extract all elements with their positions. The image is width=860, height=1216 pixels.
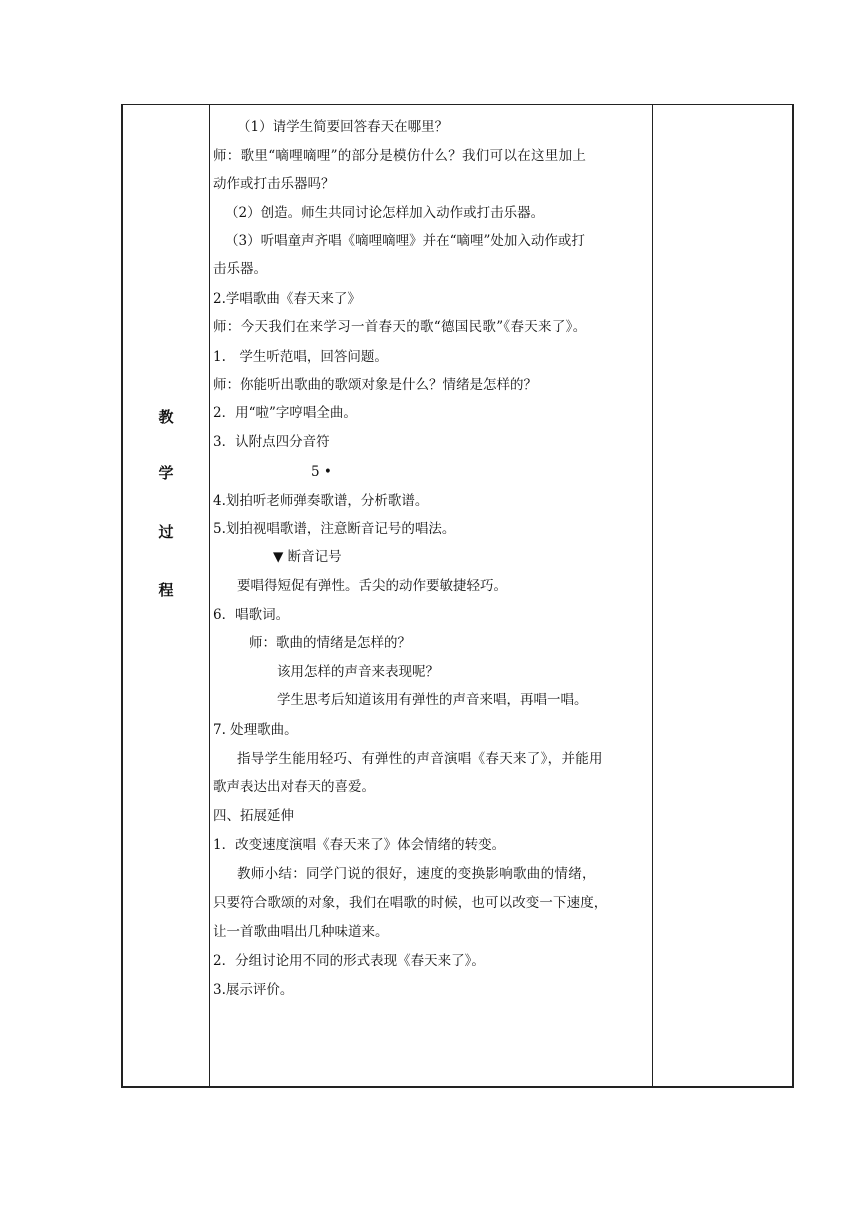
section-label-char: 程 bbox=[158, 581, 174, 599]
content-line: 5.划拍视唱歌谱，注意断音记号的唱法。 bbox=[213, 521, 456, 537]
content-line: 师：今天我们在来学习一首春天的歌“德国民歌”《春天来了》。 bbox=[213, 319, 587, 335]
content-line: （3）听唱童声齐唱《嘀哩嘀哩》并在“嘀哩”处加入动作或打 bbox=[225, 233, 585, 249]
column-divider-right bbox=[652, 105, 653, 1086]
content-line: 四、拓展延伸 bbox=[213, 808, 294, 824]
content-line: 1．改变速度演唱《春天来了》体会情绪的转变。 bbox=[213, 837, 506, 853]
content-line: 2.学唱歌曲《春天来了》 bbox=[213, 291, 361, 307]
content-line: （1）请学生简要回答春天在哪里？ bbox=[237, 119, 449, 135]
content-line: 教师小结：同学门说的很好，速度的变换影响歌曲的情绪， bbox=[237, 866, 596, 882]
content-line: 3．认附点四分音符 bbox=[213, 434, 330, 450]
dotted-note: 5 • bbox=[311, 464, 332, 480]
content-line: 师：歌里“嘀哩嘀哩”的部分是模仿什么？我们可以在这里加上 bbox=[213, 148, 587, 164]
section-label-char: 学 bbox=[158, 464, 174, 482]
staccato-mark-label: ▼ 断音记号 bbox=[273, 549, 342, 565]
content-line: 指导学生能用轻巧、有弹性的声音演唱《春天来了》，并能用 bbox=[237, 751, 603, 767]
content-line: 只要符合歌颂的对象，我们在唱歌的时候，也可以改变一下速度， bbox=[213, 895, 608, 911]
content-line: 师：歌曲的情绪是怎样的？ bbox=[249, 635, 411, 651]
content-line: 6．唱歌词。 bbox=[213, 607, 290, 623]
content-line: 2．用“啦”字哼唱全曲。 bbox=[213, 405, 357, 421]
content-line: 学生思考后知道该用有弹性的声音来唱，再唱一唱。 bbox=[277, 692, 588, 708]
content-line: （2）创造。师生共同讨论怎样加入动作或打击乐器。 bbox=[225, 205, 545, 221]
content-line: 动作或打击乐器吗？ bbox=[213, 176, 335, 192]
lesson-table bbox=[121, 104, 794, 1088]
content-line: 4.划拍听老师弹奏歌谱，分析歌谱。 bbox=[213, 493, 429, 509]
content-line: 师：你能听出歌曲的歌颂对象是什么？情绪是怎样的？ bbox=[213, 377, 537, 393]
content-line: 1. 学生听范唱，回答问题。 bbox=[213, 349, 388, 365]
content-line: 要唱得短促有弹性。舌尖的动作要敏捷轻巧。 bbox=[237, 578, 507, 594]
section-label-char: 过 bbox=[158, 523, 174, 541]
column-divider-left bbox=[209, 105, 210, 1086]
content-line: 3.展示评价。 bbox=[213, 982, 294, 998]
content-line: 歌声表达出对春天的喜爱。 bbox=[213, 779, 375, 795]
content-line: 该用怎样的声音来表现呢？ bbox=[277, 664, 439, 680]
content-line: 让一首歌曲唱出几种味道来。 bbox=[213, 924, 389, 940]
content-line: 7. 处理歌曲。 bbox=[213, 722, 298, 738]
content-line: 击乐器。 bbox=[213, 261, 267, 277]
content-line: 2．分组讨论用不同的形式表现《春天来了》。 bbox=[213, 953, 485, 969]
section-label-char: 教 bbox=[158, 408, 174, 426]
section-label-column bbox=[123, 105, 209, 1086]
